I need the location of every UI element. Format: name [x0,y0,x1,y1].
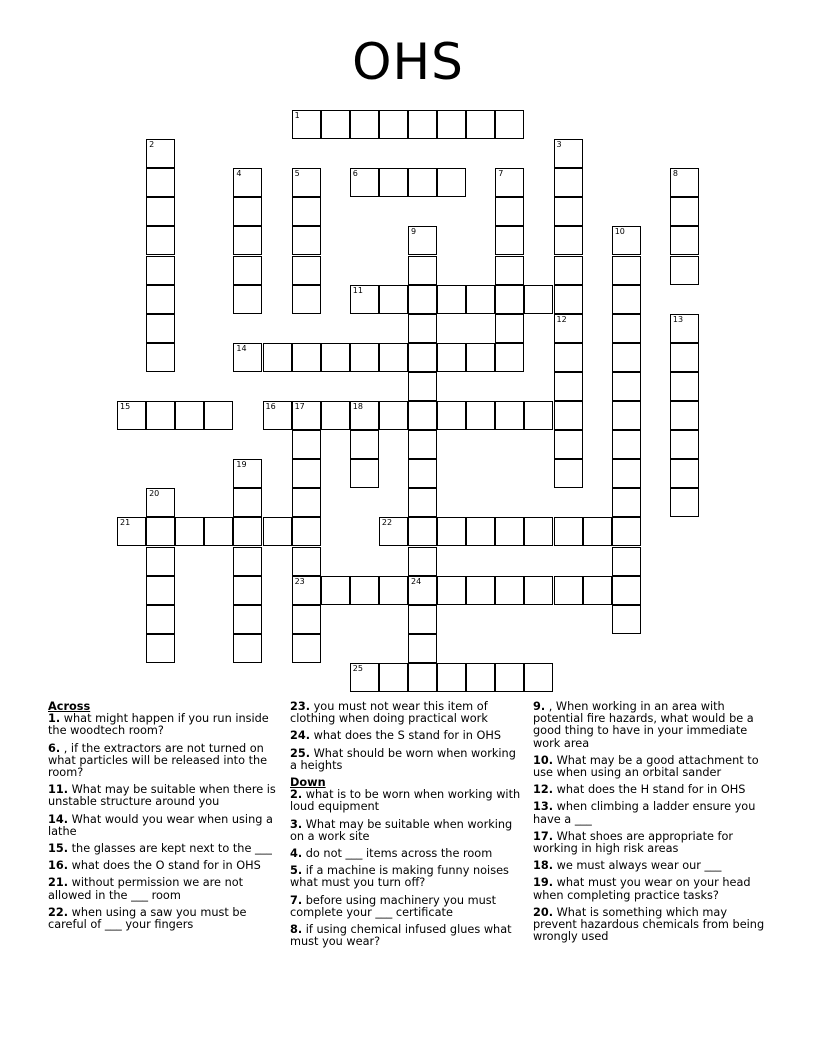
grid-cell[interactable] [670,343,699,372]
grid-cell[interactable] [146,168,175,197]
clue-text: do not ___ items across the room [302,847,493,861]
grid-cell[interactable] [379,401,408,430]
grid-cell[interactable] [408,314,437,343]
clue-number-label: 23 [294,576,305,586]
grid-cell[interactable] [612,343,641,372]
grid-cell[interactable] [146,517,175,546]
clue-number-label: 25 [352,663,363,673]
clue-text: What shoes are appropriate for working in high risk areas [533,829,734,856]
grid-cell[interactable] [350,459,379,488]
grid-cell[interactable] [466,343,495,372]
grid-cell[interactable] [670,430,699,459]
clue-text: What may be suitable when there is unstable structure around you [48,783,276,809]
grid-cell[interactable] [321,401,350,430]
grid-cell[interactable] [554,401,583,430]
clue-text: when climbing a ladder ensure you have a ___ [533,800,756,826]
grid-cell[interactable] [292,517,321,546]
grid-cell[interactable] [437,576,466,605]
grid-cell[interactable] [146,314,175,343]
grid-cell[interactable] [233,576,262,605]
grid-cell[interactable] [612,314,641,343]
clue-number-label: 12 [556,314,567,324]
grid-cell[interactable] [524,517,553,546]
grid-cell[interactable] [408,663,437,692]
clue-text: what is to be worn when working with loud equipment [290,788,521,814]
clue-text: , When working in an area with potential fire hazards, what would be a good thing to have in your immediate work area [533,700,754,750]
grid-cell[interactable] [495,314,524,343]
grid-cell[interactable] [204,517,233,546]
grid-cell[interactable] [379,663,408,692]
clue-number-label: 15 [120,402,131,411]
grid-cell[interactable] [233,256,262,285]
grid-cell[interactable] [408,285,437,314]
grid-cell[interactable] [495,401,524,430]
grid-cell[interactable] [292,605,321,634]
grid-cell[interactable] [321,576,350,605]
grid-cell[interactable] [146,256,175,285]
clue-number-label: 18 [352,402,363,411]
clue-item [533,860,765,872]
clue-number-label: 6 [352,169,358,179]
clue-item [290,789,522,813]
grid-cell[interactable] [554,517,583,546]
grid-cell[interactable] [350,343,379,372]
clue-number: 25. [290,746,311,760]
grid-cell[interactable] [204,401,233,430]
clue-text: when using a saw you must be careful of ___ your fingers [48,905,247,932]
clue-number: 16. [48,859,69,873]
clue-item [48,877,280,901]
grid-cell[interactable] [612,256,641,285]
grid-cell[interactable] [379,110,408,139]
grid-cell[interactable] [146,343,175,372]
clue-text: what does the O stand for in OHS [68,859,261,873]
clue-number-label: 17 [294,402,305,411]
grid-cell[interactable] [408,488,437,517]
grid-cell[interactable] [495,197,524,226]
grid-cell[interactable] [233,634,262,663]
clue-number-label: 4 [236,169,242,179]
grid-cell[interactable] [408,110,437,139]
grid-cell[interactable] [292,547,321,576]
grid-cell[interactable] [612,576,641,605]
grid-cell[interactable] [554,430,583,459]
grid-cell[interactable] [233,285,262,314]
clue-text: What may be a good attachment to use when using an orbital sander [533,753,759,780]
clue-text: if using chemical infused glues what must you wear? [290,923,512,949]
clue-number-label: 11 [352,285,363,295]
grid-cell[interactable] [466,663,495,692]
grid-cell[interactable] [437,110,466,139]
clue-item [290,924,522,948]
grid-cell[interactable] [495,517,524,546]
clue-item [290,701,522,725]
clue-item [533,801,765,825]
grid-cell[interactable] [408,517,437,546]
clue-text: what does the H stand for in OHS [553,783,746,797]
page-title: OHS [352,33,464,91]
grid-cell[interactable] [263,343,292,372]
across-heading: Across [48,700,91,713]
clue-item [48,784,280,808]
clue-text: before using machinery you must complete your ___ certificate [290,893,497,919]
grid-cell[interactable] [146,285,175,314]
clue-item [290,895,522,919]
grid-cell[interactable] [495,343,524,372]
clue-number-label: 20 [149,489,160,499]
clue-number-label: 3 [556,140,562,150]
clue-number-label: 9 [411,227,417,237]
clue-number: 14. [48,812,69,826]
clue-number: 3. [290,817,303,831]
clue-number: 22. [48,905,69,919]
grid-cell[interactable] [379,168,408,197]
grid-cell[interactable] [554,226,583,255]
clue-number-label: 1 [294,111,300,120]
clue-number-label: 21 [120,518,131,528]
grid-cell[interactable] [583,517,612,546]
clue-number-label: 7 [498,169,504,179]
grid-cell[interactable] [466,401,495,430]
grid-cell[interactable] [233,517,262,546]
clues-column-3 [533,701,765,948]
grid-cell[interactable] [466,517,495,546]
grid-cell[interactable] [263,517,292,546]
clue-number: 1. [48,712,61,726]
clue-text: what might happen if you run inside the woodtech room? [48,712,269,738]
grid-cell[interactable] [524,401,553,430]
grid-cell[interactable] [612,430,641,459]
clues-column-2 [290,701,522,953]
clue-text: without permission we are not allowed in the ___ room [48,876,244,902]
clue-text: if a machine is making funny noises what must you turn off? [290,864,509,890]
grid-cell[interactable] [437,343,466,372]
grid-cell[interactable] [437,663,466,692]
grid-cell[interactable] [670,372,699,401]
clue-number: 10. [533,753,554,767]
grid-cell[interactable] [408,634,437,663]
grid-cell[interactable] [612,488,641,517]
clue-number-label: 22 [381,518,393,528]
grid-cell[interactable] [495,226,524,255]
clue-item [48,843,280,855]
grid-cell[interactable] [495,663,524,692]
grid-cell[interactable] [612,605,641,634]
grid-cell[interactable] [408,459,437,488]
clue-number: 13. [533,800,554,814]
clue-text: we must always wear our ___ [553,859,722,873]
grid-cell[interactable] [350,430,379,459]
grid-cell[interactable] [146,576,175,605]
grid-cell[interactable] [408,168,437,197]
grid-cell[interactable] [292,459,321,488]
grid-cell[interactable] [554,168,583,197]
clue-item [48,814,280,838]
clue-number: 6. [48,741,61,755]
grid-cell[interactable] [670,401,699,430]
grid-cell[interactable] [670,256,699,285]
clue-text: the glasses are kept next to the ___ [68,842,272,856]
grid-cell[interactable] [670,488,699,517]
grid-cell[interactable] [292,488,321,517]
grid-cell[interactable] [466,285,495,314]
grid-cell[interactable] [408,430,437,459]
clue-item [290,748,522,772]
grid-cell[interactable] [350,110,379,139]
grid-cell[interactable] [292,343,321,372]
clue-number: 18. [533,859,554,873]
clue-item [48,713,280,737]
grid-cell[interactable] [554,576,583,605]
grid-cell[interactable] [495,110,524,139]
clue-number: 11. [48,783,69,797]
grid-cell[interactable] [495,285,524,314]
grid-cell[interactable] [612,459,641,488]
clue-item [533,877,765,901]
grid-cell[interactable] [612,285,641,314]
clue-item [48,860,280,872]
clue-number: 4. [290,847,303,861]
clue-number: 24. [290,729,311,743]
clue-number: 8. [290,923,303,937]
grid-cell[interactable] [554,343,583,372]
grid-cell[interactable] [146,197,175,226]
grid-cell[interactable] [233,226,262,255]
grid-cell[interactable] [146,226,175,255]
grid-cell[interactable] [554,256,583,285]
clue-number: 2. [290,788,303,802]
clue-item [533,784,765,796]
grid-cell[interactable] [292,634,321,663]
grid-cell[interactable] [612,401,641,430]
clue-number-label: 8 [672,169,678,179]
grid-cell[interactable] [612,517,641,546]
grid-cell[interactable] [466,110,495,139]
grid-cell[interactable] [612,372,641,401]
clue-number-label: 5 [294,169,300,179]
clue-number: 12. [533,783,554,797]
grid-cell[interactable] [321,343,350,372]
clue-item [533,701,765,750]
grid-cell[interactable] [292,285,321,314]
grid-cell[interactable] [146,547,175,576]
grid-cell[interactable] [408,401,437,430]
grid-cell[interactable] [146,401,175,430]
clue-number: 5. [290,864,303,878]
grid-cell[interactable] [466,576,495,605]
grid-cell[interactable] [379,285,408,314]
grid-cell[interactable] [437,517,466,546]
grid-cell[interactable] [292,430,321,459]
clue-number: 21. [48,876,69,890]
clue-text: What should be worn when working a heights [290,746,516,772]
grid-cell[interactable] [554,197,583,226]
clue-item [290,819,522,843]
grid-cell[interactable] [233,605,262,634]
clue-number-label: 19 [236,460,247,470]
grid-cell[interactable] [437,168,466,197]
clue-item [533,755,765,779]
clue-item [48,743,280,780]
grid-cell[interactable] [146,605,175,634]
grid-cell[interactable] [233,547,262,576]
grid-cell[interactable] [670,226,699,255]
clue-number: 17. [533,829,554,843]
clue-number: 20. [533,905,554,919]
grid-cell[interactable] [175,401,204,430]
clue-number-label: 16 [265,402,276,411]
clue-item [533,831,765,855]
grid-cell[interactable] [379,343,408,372]
clue-text: you must not wear this item of clothing when doing practical work [290,700,488,726]
clue-number-label: 24 [411,576,422,586]
clue-text: , if the extractors are not turned on what particles will be released into the room? [48,741,268,780]
grid-cell[interactable] [437,285,466,314]
clues-column-1 [48,701,280,936]
clue-item [290,730,522,742]
clue-number: 23. [290,700,311,713]
grid-cell[interactable] [408,256,437,285]
grid-cell[interactable] [524,285,553,314]
grid-cell[interactable] [583,576,612,605]
clue-number-label: 14 [236,343,247,353]
clue-number: 7. [290,893,303,907]
clue-number: 15. [48,842,69,856]
grid-cell[interactable] [175,517,204,546]
grid-cell[interactable] [554,372,583,401]
grid-cell[interactable] [408,547,437,576]
grid-cell[interactable] [321,110,350,139]
grid-cell[interactable] [524,576,553,605]
grid-cell[interactable] [408,605,437,634]
grid-cell[interactable] [350,576,379,605]
grid-cell[interactable] [612,547,641,576]
clue-text: What would you wear when using a lathe [48,812,273,838]
grid-cell[interactable] [408,372,437,401]
clue-number: 9. [533,700,546,713]
clue-number-label: 10 [614,227,625,237]
grid-cell[interactable] [495,256,524,285]
grid-cell[interactable] [408,343,437,372]
grid-cell[interactable] [233,197,262,226]
grid-cell[interactable] [670,459,699,488]
clue-text: What may be suitable when working on a work site [290,817,513,843]
clue-number-label: 2 [149,140,155,150]
grid-cell[interactable] [495,576,524,605]
grid-cell[interactable] [437,401,466,430]
clue-item [290,848,522,860]
clue-text: what must you wear on your head when completing practice tasks? [533,876,751,902]
clue-text: What is something which may prevent hazardous chemicals from being wrongly used [533,905,765,944]
grid-cell[interactable] [554,285,583,314]
clue-item [533,907,765,944]
clue-text: what does the S stand for in OHS [310,729,502,743]
grid-cell[interactable] [146,634,175,663]
grid-cell[interactable] [379,576,408,605]
grid-cell[interactable] [233,488,262,517]
clue-number-label: 13 [672,314,684,324]
grid-cell[interactable] [554,459,583,488]
grid-cell[interactable] [670,197,699,226]
clue-number: 19. [533,876,554,890]
clue-item [290,865,522,889]
grid-cell[interactable] [524,663,553,692]
grid-cell[interactable] [292,256,321,285]
grid-cell[interactable] [292,197,321,226]
down-heading: Down [290,776,326,790]
clue-item [48,907,280,931]
grid-cell[interactable] [292,226,321,255]
